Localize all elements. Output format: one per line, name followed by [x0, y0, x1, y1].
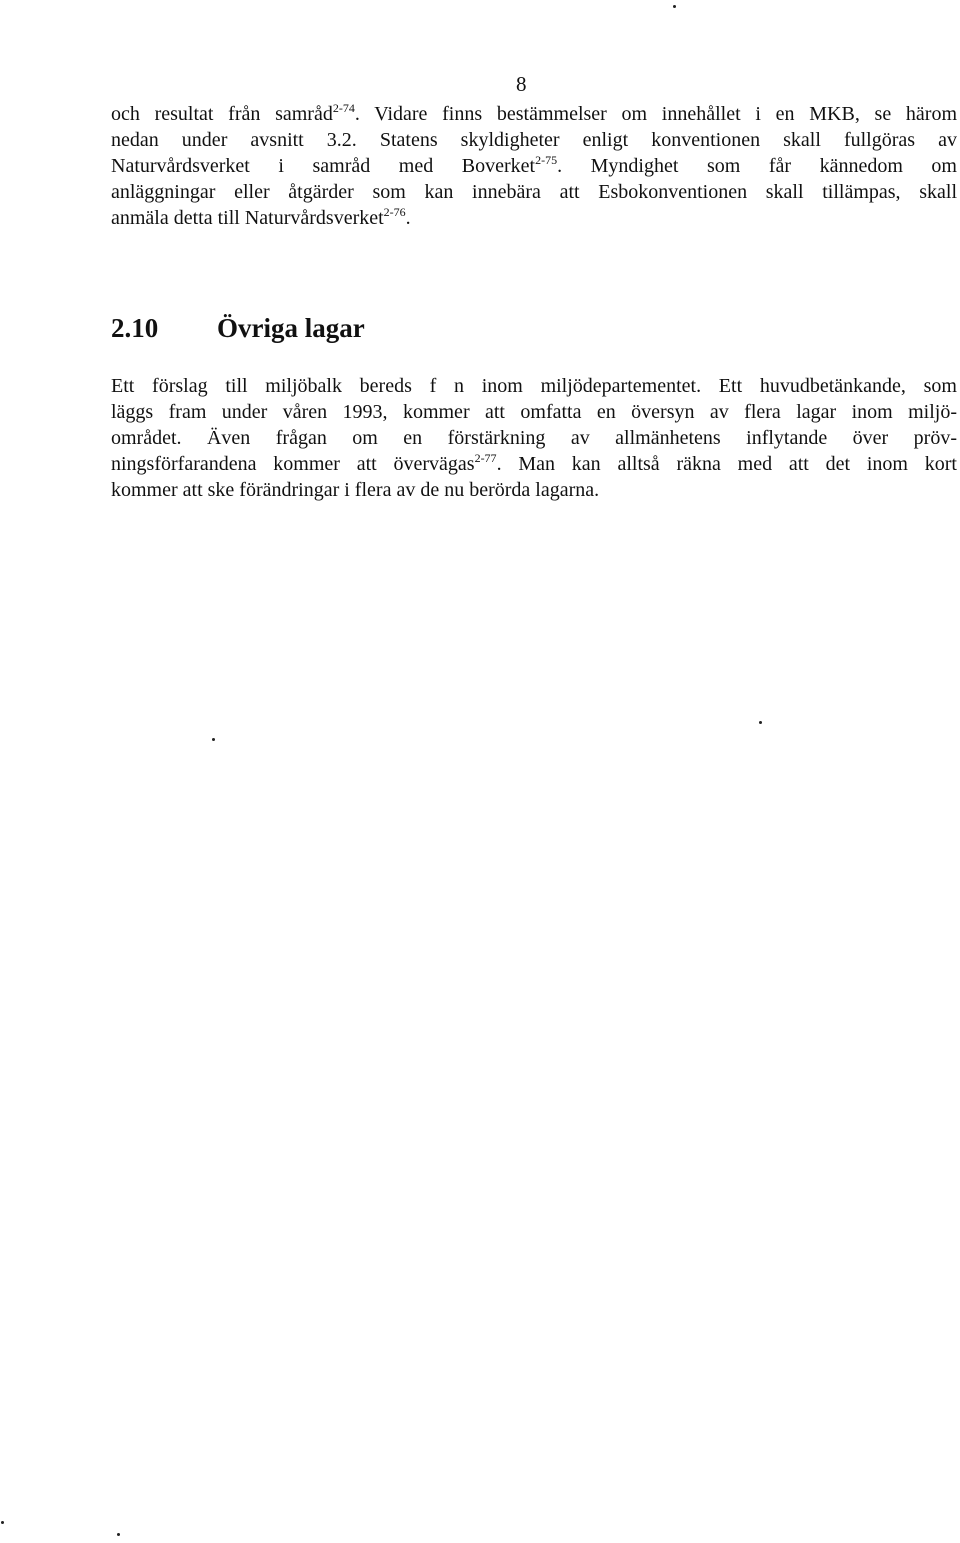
scan-speck — [759, 721, 762, 724]
text-line: nedan under avsnitt 3.2. Statens skyldigheter enligt konventionen skall fullgöras av — [111, 129, 957, 151]
page-number: 8 — [516, 72, 527, 96]
text-line: området. Även frågan om en förstärkning av allmänhetens inflytande över pröv- — [111, 427, 957, 449]
scan-speck — [117, 1533, 120, 1536]
scan-speck — [673, 5, 676, 8]
section-heading — [111, 311, 365, 345]
section-number: 2.10 — [111, 313, 159, 343]
text-line: ningsförfarandena kommer att övervägas$^{2-77}$. Man kan alltså räkna med att det inom kort — [111, 451, 957, 475]
footnote-ref: 2-74 — [332, 101, 355, 115]
text-line: Naturvårdsverket i samråd med Boverket$^{2-75}$. Myndighet som får kännedom om — [111, 153, 957, 177]
section-title: Övriga lagar — [217, 313, 365, 343]
scan-speck — [212, 738, 215, 741]
text-line: kommer att ske förändringar i flera av de nu berörda lagarna. — [111, 479, 600, 501]
scan-speck — [1, 1521, 4, 1524]
text-line: anläggningar eller åtgärder som kan innebära att Esbokonventionen skall tillämpas, skall — [111, 181, 957, 203]
footnote-ref: 2-75 — [535, 153, 558, 167]
footnote-ref: 2-77 — [474, 451, 497, 465]
text-line: och resultat från samråd$^{2-74}$. Vidare finns bestämmelser om innehållet i en MKB, se härom — [111, 101, 958, 125]
paragraph-1 — [111, 101, 957, 231]
footnote-ref: 2-76 — [383, 205, 406, 219]
text-line: läggs fram under våren 1993, kommer att omfatta en översyn av flera lagar inom miljö- — [111, 401, 957, 423]
paragraph-2 — [111, 373, 957, 503]
text-line: Ett förslag till miljöbalk bereds f n inom miljödepartementet. Ett huvudbetänkande, som — [111, 375, 957, 397]
text-line: anmäla detta till Naturvårdsverket$^{2-76}$. — [111, 205, 411, 229]
